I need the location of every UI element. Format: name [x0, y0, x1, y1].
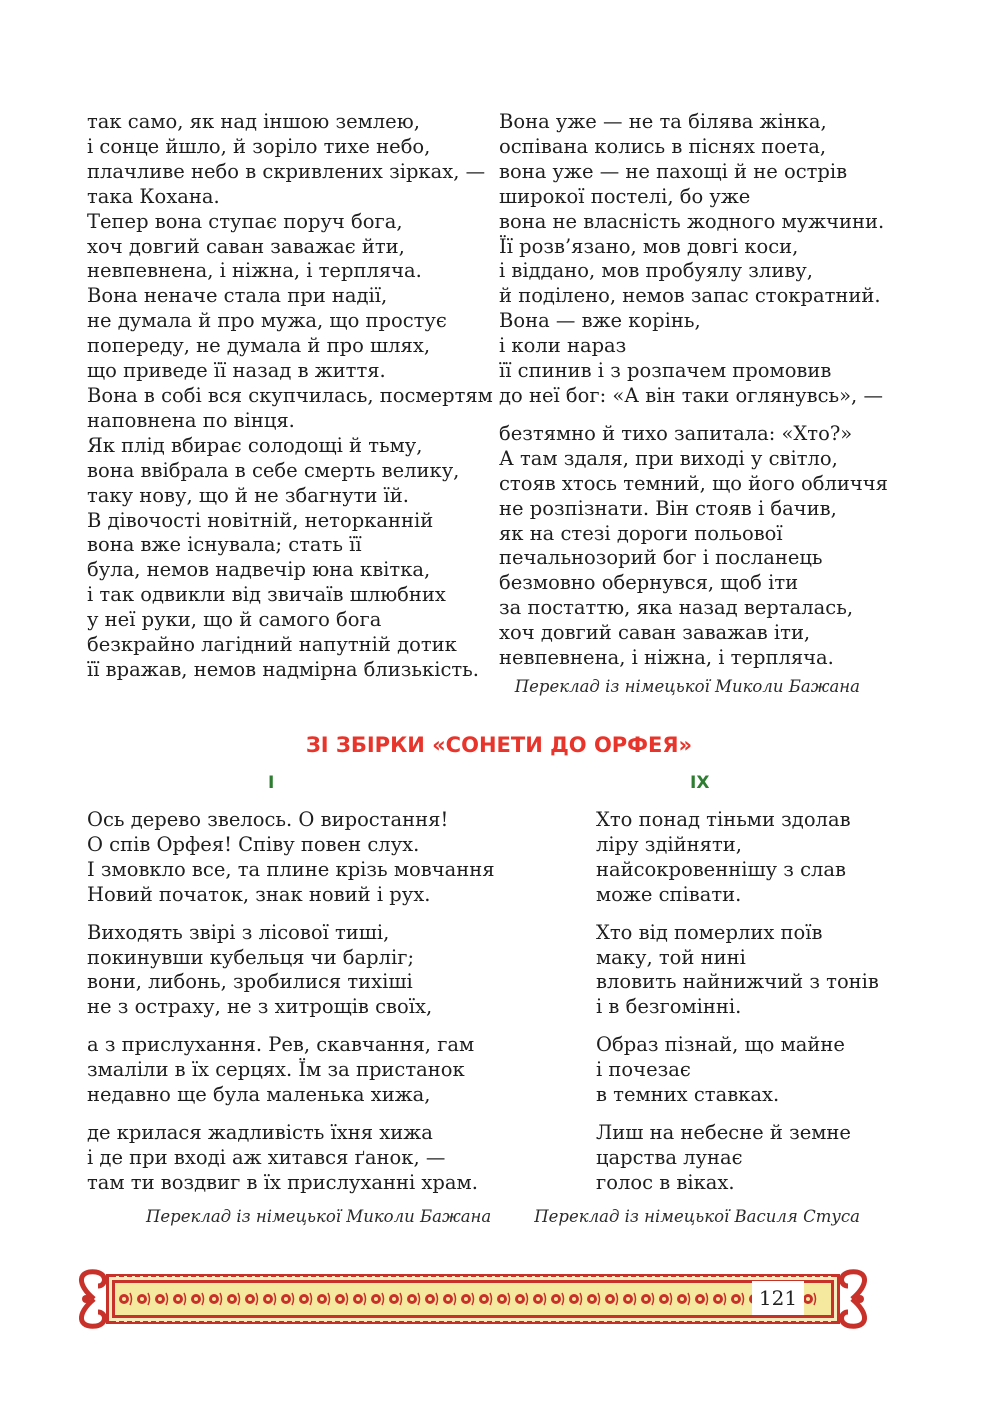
poem-line: Лиш на небесне й земне	[596, 1120, 851, 1144]
poem-line: вона ввібрала в себе смерть велику,	[87, 458, 460, 482]
sonnet-i	[87, 808, 495, 1196]
poem-line: Ось дерево звелось. О виростання!	[87, 808, 449, 831]
poem-line: а з прислухання. Рев, скавчання, гам	[87, 1033, 475, 1057]
poem-continuation-left	[87, 110, 493, 683]
stanza	[596, 921, 879, 1021]
poem-line: там ти воздвиг в їх прислуханні храм.	[87, 1170, 478, 1194]
sonnet-number-i: I	[268, 773, 275, 793]
poem-line: стояв хтось темний, що його обличчя	[499, 471, 888, 495]
poem-line: безтямно й тихо запитала: «Хто?»	[499, 421, 853, 445]
poem-line: вона уже — не пахощі й не острів	[499, 159, 848, 183]
poem-line: маку, той нині	[596, 945, 746, 969]
poem-line: вона не власність жодного мужчини.	[499, 209, 885, 233]
page-number: 121	[752, 1281, 804, 1315]
sonnet-number-ix: IX	[690, 773, 710, 793]
poem-line: недавно ще була маленька хижа,	[87, 1083, 431, 1107]
poem-line: широкої постелі, бо уже	[499, 184, 751, 208]
poem-line: царства лунає	[596, 1145, 743, 1169]
poem-line: ліру здійняти,	[596, 832, 742, 856]
poem-line: як на стезі дороги польової	[499, 521, 783, 545]
poem-line: Вона — вже корінь,	[499, 309, 701, 333]
poem-line: найсокровеннішу з слав	[596, 857, 846, 881]
poem-line: і коли нараз	[499, 334, 627, 358]
poem-line: вона вже існувала; стать її	[87, 533, 362, 557]
poem-line: Виходять звірі з лісової тиші,	[87, 920, 390, 944]
poem-line: О спів Орфея! Співу повен слух.	[87, 832, 420, 856]
poem-line: печальнозорий бог і посланець	[499, 546, 823, 570]
poem-line: Образ пізнай, що майне	[596, 1033, 845, 1057]
poem-line: хоч довгий саван заважає йти,	[87, 234, 405, 258]
poem-line: Новий початок, знак новий і рух.	[87, 882, 431, 906]
poem-line: Вона уже — не та білява жінка,	[499, 110, 827, 133]
stanza	[499, 110, 888, 409]
section-title: ЗІ ЗБІРКИ «СОНЕТИ ДО ОРФЕЯ»	[305, 733, 693, 757]
poem-line: покинувши кубельця чи барліг;	[87, 945, 415, 969]
poem-line: Вона в собі вся скупчилась, посмертям	[87, 383, 493, 407]
poem-line: хоч довгий саван заважав іти,	[499, 621, 811, 645]
poem-line: й поділено, немов запас стократний.	[499, 284, 881, 308]
poem-line: така Кохана.	[87, 184, 220, 208]
translation-attribution: Переклад із німецької Миколи Бажана	[146, 1207, 492, 1226]
poem-line: голос в віках.	[596, 1170, 735, 1194]
stanza	[596, 808, 879, 908]
poem-line: Хто понад тіньми здолав	[596, 808, 851, 831]
poem-line: вловить найнижчий з тонів	[596, 970, 879, 994]
poem-line: її вражав, немов надмірна близькість.	[87, 657, 479, 681]
poem-line: не розпізнати. Він стояв і бачив,	[499, 496, 837, 520]
poem-line: де крилася жадливість їхня хижа	[87, 1120, 433, 1144]
translation-attribution: Переклад із німецької Миколи Бажана	[514, 677, 860, 696]
stanza	[596, 1033, 879, 1108]
sonnet-ix	[596, 808, 879, 1196]
poem-line: наповнена по вінця.	[87, 408, 295, 432]
poem-line: і почезає	[596, 1058, 691, 1082]
poem-line: що приведе її назад в життя.	[87, 359, 386, 383]
poem-line: не з остраху, не з хитрощів своїх,	[87, 995, 433, 1019]
stanza	[87, 921, 495, 1021]
poem-line: попереду, не думала й про шлях,	[87, 334, 431, 358]
stanza	[87, 1121, 495, 1196]
poem-line: і де при вході аж хитався ґанок, —	[87, 1145, 446, 1169]
poem-line: Тепер вона ступає поруч бога,	[87, 209, 403, 233]
poem-line: в темних ставках.	[596, 1083, 780, 1107]
poem-line: Вона неначе стала при надії,	[87, 284, 388, 308]
poem-line: оспівана колись в піснях поета,	[499, 134, 827, 158]
translation-attribution: Переклад із німецької Василя Стуса	[534, 1207, 860, 1226]
poem-line: вони, либонь, зробилися тихіші	[87, 970, 413, 994]
poem-line: не думала й про мужа, що простує	[87, 309, 447, 333]
poem-line: Її розв’язано, мов довгі коси,	[499, 234, 799, 258]
poem-line: у неї руки, що й самого бога	[87, 608, 382, 632]
poem-line: і так одвикли від звичаїв шлюбних	[87, 583, 446, 607]
poem-line: безкрайно лагідний напутній дотик	[87, 633, 457, 657]
stanza	[499, 422, 888, 671]
stanza	[87, 808, 495, 908]
poem-line: таку нову, що й не збагнути їй.	[87, 483, 409, 507]
poem-line: була, немов надвечір юна квітка,	[87, 558, 431, 582]
stanza	[87, 1033, 495, 1108]
poem-line: плачливе небо в скривлених зірках, —	[87, 159, 486, 183]
poem-line: Як плід вбирає солодощі й тьму,	[87, 433, 423, 457]
poem-line: і сонце йшло, й зоріло тихе небо,	[87, 134, 431, 158]
poem-line: її спинив і з розпачем промовив	[499, 359, 832, 383]
poem-line: може співати.	[596, 882, 742, 906]
poem-line: В дівочості новітній, неторканній	[87, 508, 434, 532]
poem-line: до неї бог: «А він таки оглянувсь», —	[499, 383, 883, 407]
poem-line: і в безгомінні.	[596, 995, 742, 1019]
stanza	[596, 1121, 879, 1196]
poem-line: І змовкло все, та плине крізь мовчання	[87, 857, 495, 881]
poem-line: так само, як над іншою землею,	[87, 110, 420, 133]
poem-line: змаліли в їх серцях. Їм за пристанок	[87, 1058, 465, 1082]
poem-line: невпевнена, і ніжна, і терпляча.	[87, 259, 422, 283]
poem-line: і віддано, мов пробуялу зливу,	[499, 259, 813, 283]
poem-line: невпевнена, і ніжна, і терпляча.	[499, 646, 834, 670]
poem-line: за постаттю, яка назад верталась,	[499, 596, 854, 620]
poem-line: безмовно обернувся, щоб іти	[499, 571, 799, 595]
poem-continuation-right	[499, 110, 888, 671]
poem-line: Хто від померлих поїв	[596, 920, 823, 944]
poem-line: А там здаля, при виході у світло,	[499, 446, 838, 470]
